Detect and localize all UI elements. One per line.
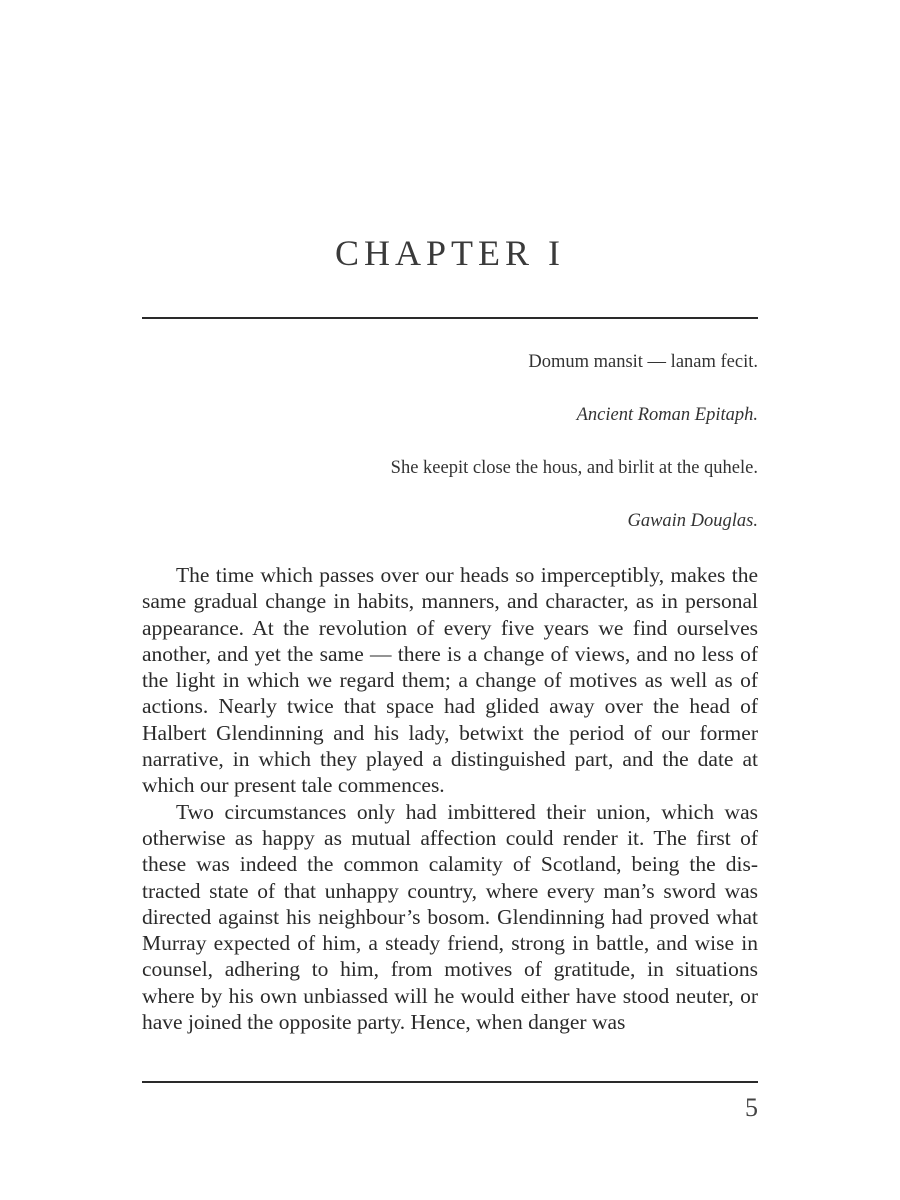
paragraph: Two circumstances only had imbittered their union, which was otherwise as happy as mutual affection could render it. The first of these was indeed the common calamity of Scotland, being the distracted state of that unhappy country, where every man’s sword was directed against his neighbour’s bosom. Glendinning had proved what Murray expected of him, a steady friend, strong in battle, and wise in counsel, adhering to him, from motives of gratitude, in situations where by his own unbiassed will he would either have stood neuter, or have joined the opposite party. Hence, when danger was [142, 799, 758, 1035]
epigraph-quote-2: She keepit close the hous, and birlit at the quhele. [390, 458, 758, 478]
epigraph-quote-1: Domum mansit — lanam fecit. [528, 352, 758, 372]
paragraph: The time which passes over our heads so imperceptibly, makes the same gradual change in habits, manners, and character, as in personal appearance. At the revolution of every five years we find ourselves another, and yet the same — there is a change of views, and no less of the light in which we regard them; a change of motives as well as of actions. Nearly twice that space had glided away over the head of Halbert Glendinning and his lady, betwixt the period of our former narrative, in which they played a distinguished part, and the date at which our present tale commences. [142, 563, 758, 798]
chapter-title: CHAPTER I [334, 233, 565, 273]
epigraph-attribution-1: Ancient Roman Epitaph. [576, 405, 758, 425]
bottom-divider [142, 1081, 758, 1083]
epigraph-attribution-2: Gawain Douglas. [627, 511, 758, 531]
page-number: 5 [745, 1093, 758, 1122]
chapter-body [142, 562, 758, 1035]
top-divider [142, 317, 758, 319]
